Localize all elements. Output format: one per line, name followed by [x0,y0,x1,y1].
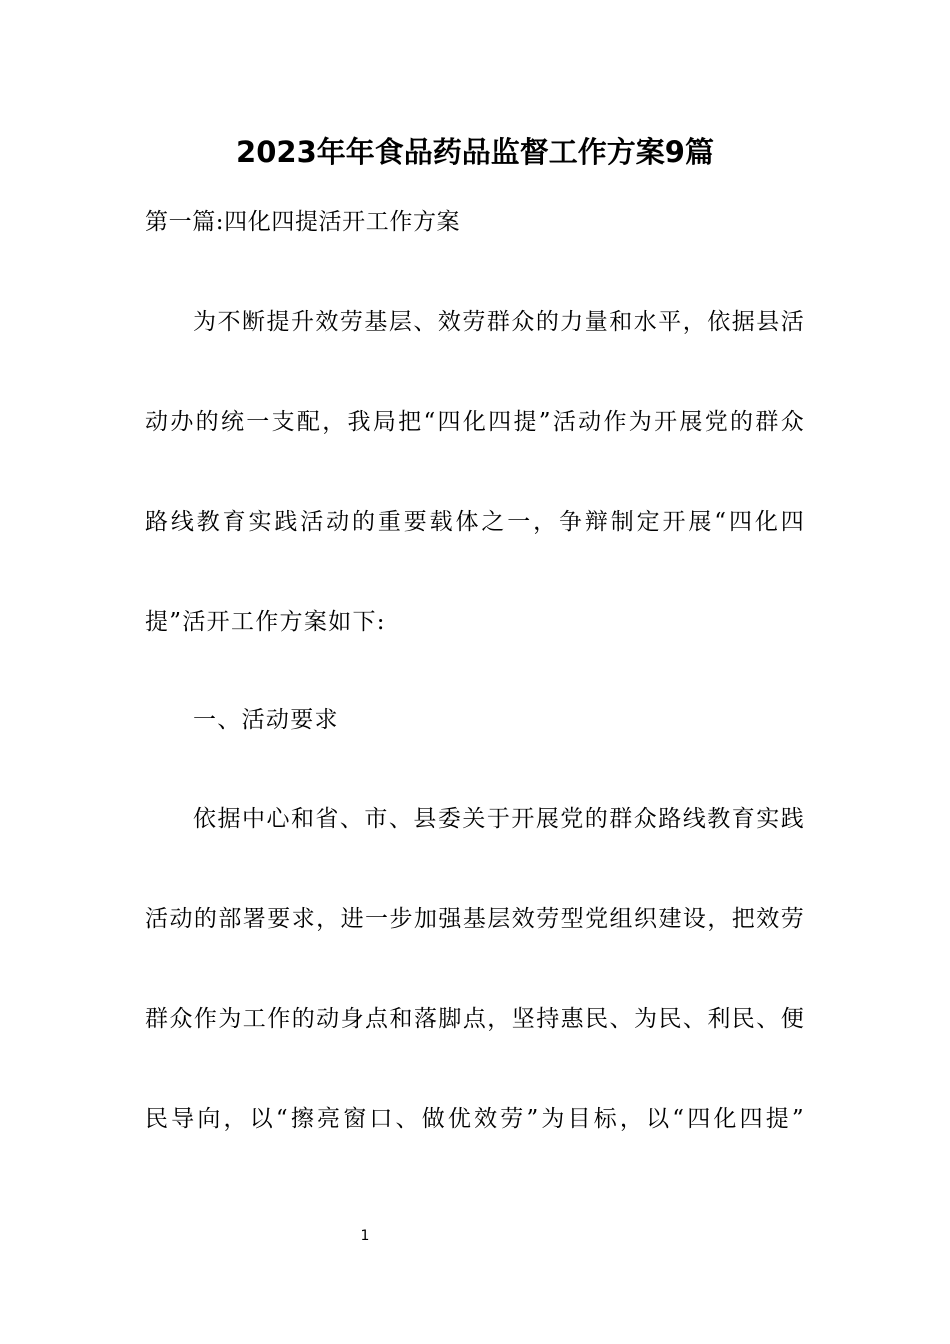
paragraph-line: 群众作为工作的动身点和落脚点，坚持惠民、为民、利民、便 [145,1006,805,1032]
page-number: 1 [360,1228,370,1244]
paragraph-line: 民导向，以“擦亮窗口、做优效劳”为目标，以“四化四提” [145,1106,805,1132]
paragraph-line: 为不断提升效劳基层、效劳群众的力量和水平，依据县活 [193,309,805,335]
subsection-heading: 一、活动要求 [193,707,339,733]
document-title: 2023年年食品药品监督工作方案9篇 [236,135,714,169]
paragraph-line: 路线教育实践活动的重要载体之一，争辩制定开展“四化四 [145,509,805,535]
section-heading: 第一篇:四化四提活开工作方案 [145,209,461,235]
paragraph-line: 活动的部署要求，进一步加强基层效劳型党组织建设，把效劳 [145,906,805,932]
paragraph-line: 动办的统一支配，我局把“四化四提”活动作为开展党的群众 [145,409,805,435]
paragraph-line: 依据中心和省、市、县委关于开展党的群众路线教育实践 [193,806,805,832]
paragraph-line: 提”活开工作方案如下: [145,609,386,635]
